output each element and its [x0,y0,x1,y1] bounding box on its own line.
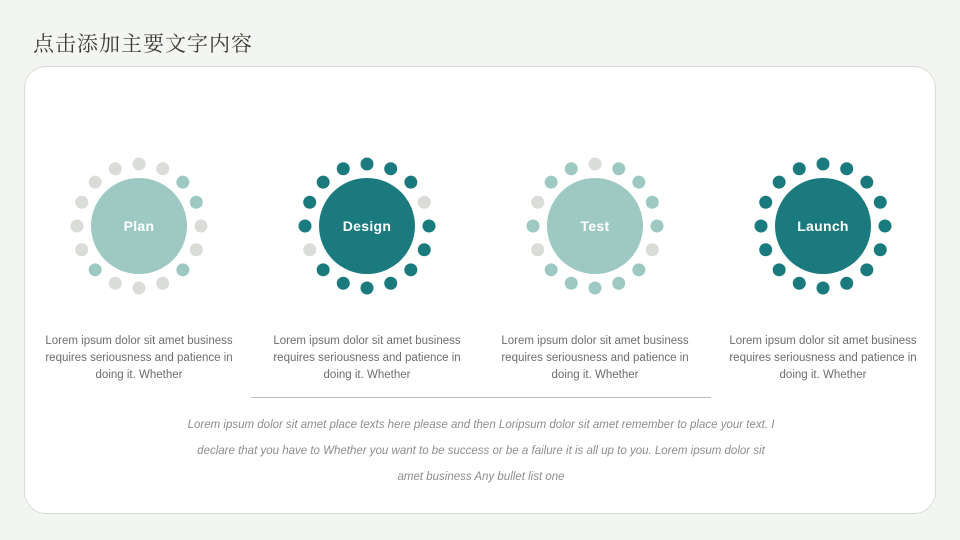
stage-column-test[interactable] [488,67,702,384]
stage-badge-launch: Launch [775,178,871,274]
footer-note: Lorem ipsum dolor sit amet place texts here please and then Loripsum dolor sit amet remember to place your text. I declare that you have to Whether you want to be success or be a failure it is all up to you. Lorem ipsum dolor sit amet business Any bullet list one [187,419,775,483]
stage-column-launch[interactable] [716,67,930,384]
donut-design [292,151,442,301]
stage-columns [25,67,937,397]
stage-badge-test: Test [547,178,643,274]
content-card [24,66,936,514]
donut-plan [64,151,214,301]
stage-column-design[interactable] [260,67,474,384]
stage-column-plan[interactable] [32,67,246,384]
stage-description: Lorem ipsum dolor sit amet business requires seriousness and patience in doing it. Whether [501,335,689,381]
divider [251,397,711,398]
stage-description: Lorem ipsum dolor sit amet business requires seriousness and patience in doing it. Whether [729,335,917,381]
stage-badge-plan: Plan [91,178,187,274]
donut-launch [748,151,898,301]
page-title: 点击添加主要文字内容 [33,32,253,56]
stage-description: Lorem ipsum dolor sit amet business requires seriousness and patience in doing it. Whether [45,335,233,381]
donut-test [520,151,670,301]
stage-badge-design: Design [319,178,415,274]
stage-description: Lorem ipsum dolor sit amet business requires seriousness and patience in doing it. Whether [273,335,461,381]
